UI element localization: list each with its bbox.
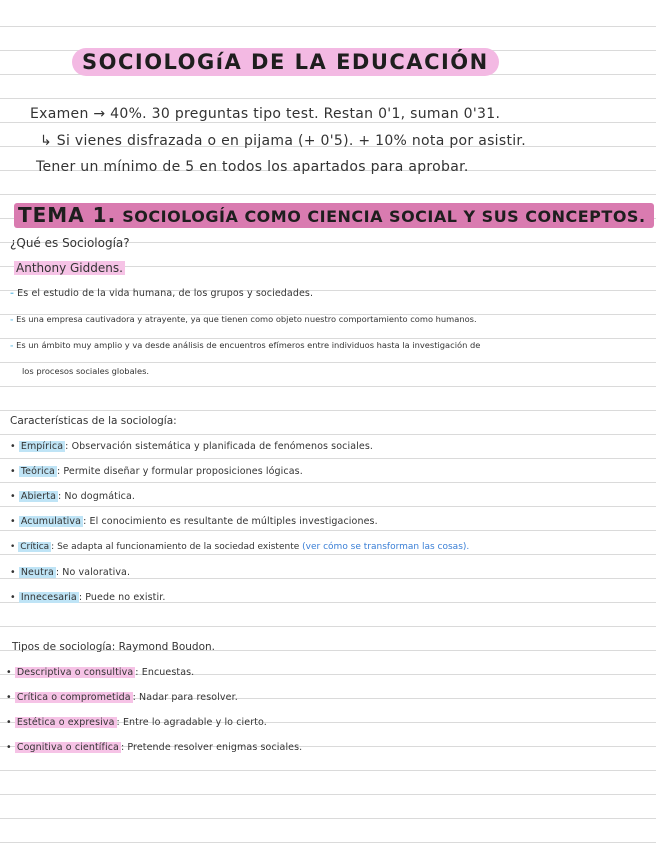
type-term: Cognitiva o científica	[16, 742, 119, 753]
bullet-dot: •	[10, 516, 16, 527]
exam-info-line-3: Tener un mínimo de 5 en todos los apartados para aprobar.	[36, 159, 469, 175]
characteristic-item	[10, 491, 135, 502]
type-text: : Pretende resolver enigmas sociales.	[120, 742, 303, 753]
bullet-dash: -	[10, 340, 14, 350]
bullet-dash: -	[10, 288, 15, 299]
characteristic-term: Neutra	[20, 567, 54, 578]
question-heading: ¿Qué es Sociología?	[10, 236, 130, 250]
definition-point	[10, 340, 480, 350]
characteristic-text: : No valorativa.	[55, 567, 131, 578]
bullet-dot: •	[6, 692, 12, 703]
bullet-dot: •	[10, 592, 16, 603]
bullet-dot: •	[10, 466, 16, 477]
type-item	[6, 667, 194, 678]
definition-point	[10, 288, 313, 299]
definition-text: Es una empresa cautivadora y atrayente, ya que tienen como objeto nuestro comportamiento como humanos.	[16, 314, 477, 324]
definition-text-continued: los procesos sociales globales.	[22, 366, 150, 376]
characteristic-item	[10, 542, 469, 552]
bullet-dot: •	[6, 717, 12, 728]
bullet-dot: •	[6, 742, 12, 753]
bullet-dot: •	[10, 441, 16, 452]
type-text: : Encuestas.	[135, 667, 195, 678]
type-term: Descriptiva o consultiva	[16, 667, 134, 678]
characteristic-text: : Observación sistemática y planificada de fenómenos sociales.	[65, 441, 373, 452]
characteristic-text: : Permite diseñar y formular proposiciones lógicas.	[56, 466, 303, 477]
characteristic-text: : Puede no existir.	[78, 592, 166, 603]
bullet-dot: •	[10, 542, 16, 552]
characteristic-item	[10, 466, 303, 477]
characteristic-term: Acumulativa	[20, 516, 82, 527]
types-heading: Tipos de sociología: Raymond Boudon.	[12, 641, 215, 653]
author-name	[14, 261, 125, 275]
tema-number: TEMA 1.	[18, 203, 117, 227]
characteristics-heading: Características de la sociología:	[10, 415, 177, 427]
characteristic-item	[10, 516, 378, 527]
tema-title: SOCIOLOGÍA COMO CIENCIA SOCIAL Y SUS CONCEPTOS.	[122, 207, 646, 226]
characteristic-term: Crítica	[20, 542, 50, 552]
exam-info-line-2: ↳ Si vienes disfrazada o en pijama (+ 0'5). + 10% nota por asistir.	[40, 133, 526, 149]
type-term: Crítica o comprometida	[16, 692, 131, 703]
exam-info-line-1: Examen → 40%. 30 preguntas tipo test. Restan 0'1, suman 0'31.	[30, 106, 501, 122]
definition-point	[10, 314, 477, 324]
definition-text: Es el estudio de la vida humana, de los grupos y sociedades.	[17, 288, 314, 299]
bullet-dot: •	[6, 667, 12, 678]
characteristic-item	[10, 567, 130, 578]
characteristic-term: Innecesaria	[20, 592, 77, 603]
tema-heading	[18, 203, 646, 228]
type-term: Estética o expresiva	[16, 717, 115, 728]
characteristic-term: Abierta	[20, 491, 57, 502]
page-title: SOCIOLOGíA DE LA EDUCACIÓN	[72, 48, 499, 76]
characteristic-item	[10, 592, 165, 603]
characteristic-text: : El conocimiento es resultante de múltiples investigaciones.	[83, 516, 378, 527]
bullet-dot: •	[10, 567, 16, 578]
characteristic-item	[10, 441, 373, 452]
characteristic-term: Teórica	[20, 466, 55, 477]
characteristic-text: : No dogmática.	[58, 491, 136, 502]
author-highlight: Anthony Giddens.	[16, 261, 123, 275]
definition-text: Es un ámbito muy amplio y va desde análisis de encuentros efímeros entre individuos hasta la investigación de	[16, 340, 481, 350]
type-item	[6, 717, 267, 728]
characteristic-note: (ver cómo se transforman las cosas).	[302, 542, 470, 552]
bullet-dot: •	[10, 491, 16, 502]
type-text: : Entre lo agradable y lo cierto.	[116, 717, 267, 728]
bullet-dash: -	[10, 314, 14, 324]
characteristic-text: : Se adapta al funcionamiento de la sociedad existente	[51, 542, 300, 552]
type-text: : Nadar para resolver.	[132, 692, 238, 703]
type-item	[6, 742, 302, 753]
characteristic-term: Empírica	[20, 441, 64, 452]
type-item	[6, 692, 238, 703]
